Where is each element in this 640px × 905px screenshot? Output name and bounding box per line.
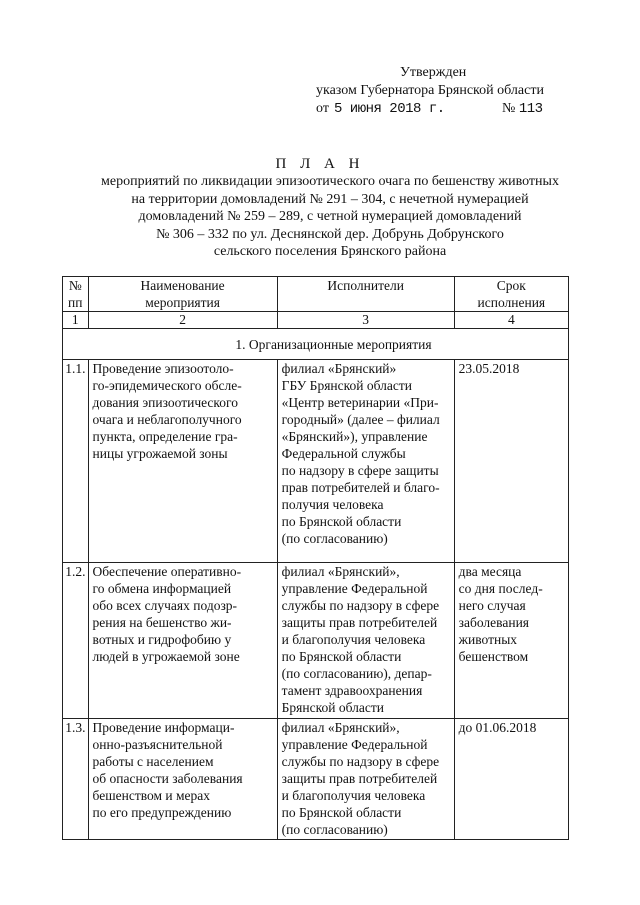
header-term bbox=[454, 277, 568, 312]
header-term-line: исполнения bbox=[477, 295, 546, 310]
executor-line: филиал «Брянский» bbox=[281, 361, 397, 376]
executor-line: по Брянской области bbox=[281, 514, 402, 529]
table-row bbox=[63, 563, 569, 719]
activity-line: бешенством и мерах bbox=[92, 788, 211, 803]
approval-title: Утвержден bbox=[400, 65, 467, 80]
executor-line: и благополучия человека bbox=[281, 632, 426, 647]
executor-line: (по согласованию) bbox=[281, 531, 388, 546]
approval-authority: указом Губернатора Брянской области bbox=[316, 83, 544, 98]
activity-line: Проведение информаци- bbox=[92, 720, 235, 735]
header-num-line: пп bbox=[68, 295, 83, 310]
executor-line: прав потребителей и благо- bbox=[281, 480, 440, 495]
activity-line: рения на бешенство жи- bbox=[92, 615, 232, 630]
section-row bbox=[63, 329, 569, 360]
approval-date-number-line bbox=[316, 100, 616, 118]
executor-line: городный» (далее – филиал bbox=[281, 412, 440, 427]
row-number: 1.3. bbox=[63, 719, 89, 840]
executor-line: филиал «Брянский», bbox=[281, 720, 400, 735]
row-executors bbox=[277, 563, 454, 719]
executor-line: управление Федеральной bbox=[281, 737, 428, 752]
term-line: него случая bbox=[458, 598, 526, 613]
executor-line: «Брянский»), управление bbox=[281, 429, 428, 444]
approval-block bbox=[316, 64, 616, 118]
column-number: 2 bbox=[88, 312, 277, 329]
executor-line: управление Федеральной bbox=[281, 581, 428, 596]
plan-subtitle bbox=[60, 173, 600, 261]
header-executors-line: Исполнители bbox=[327, 278, 404, 293]
number-prefix: № bbox=[502, 101, 516, 116]
executor-line: тамент здравоохранения bbox=[281, 683, 423, 698]
term-line: до 01.06.2018 bbox=[458, 720, 537, 735]
date-prefix: от bbox=[316, 101, 329, 116]
executor-line: по Брянской области bbox=[281, 805, 402, 820]
activity-line: го-эпидемического обсле- bbox=[92, 378, 242, 393]
row-term bbox=[454, 719, 568, 840]
subtitle-line: на территории домовладений № 291 – 304, с нечетной нумерацией bbox=[131, 191, 529, 207]
activity-line: об опасности заболевания bbox=[92, 771, 243, 786]
activity-line: Проведение эпизоотоло- bbox=[92, 361, 234, 376]
activity-line: людей в угрожаемой зоне bbox=[92, 649, 240, 664]
term-line: 23.05.2018 bbox=[458, 361, 520, 376]
executor-line: защиты прав потребителей bbox=[281, 771, 438, 786]
executor-line: получия человека bbox=[281, 497, 384, 512]
executor-line: Федеральной службы bbox=[281, 446, 406, 461]
executor-line: филиал «Брянский», bbox=[281, 564, 400, 579]
table-header-row bbox=[63, 277, 569, 312]
column-number: 4 bbox=[454, 312, 568, 329]
row-number: 1.1. bbox=[63, 360, 89, 563]
header-executors bbox=[277, 277, 454, 312]
activity-line: дования эпизоотического bbox=[92, 395, 238, 410]
plan-title: П Л А Н bbox=[275, 156, 365, 172]
row-executors bbox=[277, 719, 454, 840]
row-term bbox=[454, 360, 568, 563]
header-num bbox=[63, 277, 89, 312]
executor-line: службы по надзору в сфере bbox=[281, 598, 440, 613]
executor-line: по надзору в сфере защиты bbox=[281, 463, 439, 478]
term-line: заболевания bbox=[458, 615, 530, 630]
activity-line: вотных и гидрофобию у bbox=[92, 632, 232, 647]
table-row bbox=[63, 360, 569, 563]
executor-line: «Центр ветеринарии «При- bbox=[281, 395, 439, 410]
term-line: два месяца bbox=[458, 564, 522, 579]
header-num-line: № bbox=[68, 278, 82, 293]
executor-line: по Брянской области bbox=[281, 649, 402, 664]
activity-line: по его предупреждению bbox=[92, 805, 232, 820]
column-number: 3 bbox=[277, 312, 454, 329]
plan-table bbox=[62, 276, 569, 840]
activity-line: го обмена информацией bbox=[92, 581, 232, 596]
executor-line: и благополучия человека bbox=[281, 788, 426, 803]
subtitle-line: мероприятий по ликвидации эпизоотического очага по бешенству животных bbox=[101, 174, 559, 189]
executor-line: (по согласованию) bbox=[281, 822, 388, 837]
subtitle-line: сельского поселения Брянского района bbox=[213, 244, 447, 259]
activity-line: ницы угрожаемой зоны bbox=[92, 446, 228, 461]
section-title: 1. Организационные мероприятия bbox=[63, 329, 569, 360]
executor-line: (по согласованию), депар- bbox=[281, 666, 432, 681]
row-executors bbox=[277, 360, 454, 563]
subtitle-line: № 306 – 332 по ул. Деснянской дер. Добрунь Добрунского bbox=[156, 226, 504, 242]
term-line: животных bbox=[458, 632, 518, 647]
row-activity bbox=[88, 719, 277, 840]
executor-line: Брянской области bbox=[281, 700, 384, 715]
row-activity bbox=[88, 563, 277, 719]
subtitle-line: домовладений № 259 – 289, с четной нумерацией домовладений bbox=[138, 209, 522, 224]
activity-line: очага и неблагополучного bbox=[92, 412, 242, 427]
executor-line: защиты прав потребителей bbox=[281, 615, 438, 630]
executor-line: службы по надзору в сфере bbox=[281, 754, 440, 769]
approval-date: 5 июня 2018 г. bbox=[334, 101, 445, 117]
activity-line: онно-разъяснительной bbox=[92, 737, 223, 752]
term-line: бешенством bbox=[458, 649, 529, 664]
activity-line: обо всех случаях подозр- bbox=[92, 598, 238, 613]
column-number: 1 bbox=[63, 312, 89, 329]
row-activity bbox=[88, 360, 277, 563]
executor-line: ГБУ Брянской области bbox=[281, 378, 412, 393]
table-row bbox=[63, 719, 569, 840]
header-term-line: Срок bbox=[496, 278, 526, 293]
activity-line: пункта, определение гра- bbox=[92, 429, 238, 444]
column-number-row bbox=[63, 312, 569, 329]
header-name-line: мероприятия bbox=[145, 295, 220, 310]
activity-line: работы с населением bbox=[92, 754, 214, 769]
row-number: 1.2. bbox=[63, 563, 89, 719]
term-line: со дня послед- bbox=[458, 581, 543, 596]
header-name bbox=[88, 277, 277, 312]
approval-number-value: 113 bbox=[518, 101, 543, 117]
approval-number bbox=[502, 100, 543, 118]
row-term bbox=[454, 563, 568, 719]
activity-line: Обеспечение оперативно- bbox=[92, 564, 242, 579]
header-name-line: Наименование bbox=[140, 278, 225, 293]
